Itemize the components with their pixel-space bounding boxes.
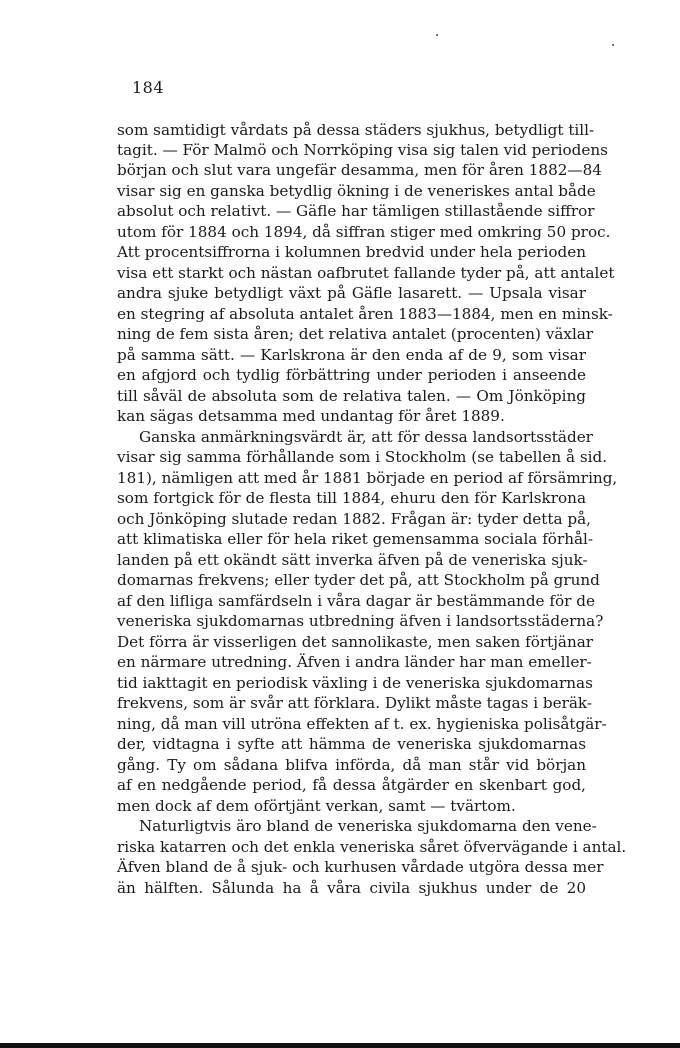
text-line: der, vidtagna i syfte att hämma de veneriska sjukdomarnas xyxy=(117,735,586,753)
text-line: af en nedgående period, få dessa åtgärder en skenbart god, xyxy=(117,776,586,794)
text-line: veneriska sjukdomarnas utbredning äfven i landsortsstäderna? xyxy=(117,612,604,630)
scan-border xyxy=(0,1043,680,1048)
text-line: ning de fem sista åren; det relativa antalet (procenten) växlar xyxy=(117,325,594,343)
text-line: början och slut vara ungefär desamma, men för åren 1882—84 xyxy=(117,161,602,179)
text-line: riska katarren och det enkla veneriska såret öfvervägande i antal. xyxy=(117,838,627,856)
text-line: på samma sätt. — Karlskrona är den enda af de 9, som visar xyxy=(117,346,586,364)
text-line: Att procentsiffrorna i kolumnen bredvid under hela perioden xyxy=(117,243,586,261)
text-line: af den lifliga samfärdseln i våra dagar är bestämmande för de xyxy=(117,592,595,610)
text-line: till såväl de absoluta som de relativa talen. — Om Jönköping xyxy=(117,387,586,405)
text-line: 181), nämligen att med år 1881 började en period af försämring, xyxy=(117,469,618,487)
text-line: som fortgick för de flesta till 1884, ehuru den för Karlskrona xyxy=(117,489,586,507)
text-line: utom för 1884 och 1894, då siffran stiger med omkring 50 proc. xyxy=(117,223,611,241)
text-line: en stegring af absoluta antalet åren 1883—1884, men en minsk- xyxy=(117,305,613,323)
text-line: absolut och relativt. — Gäfle har tämligen stillastående siffror xyxy=(117,202,595,220)
scan-speck xyxy=(612,44,614,46)
text-line: kan sägas detsamma med undantag för året 1889. xyxy=(117,407,505,425)
text-line: frekvens, som är svår att förklara. Dylikt måste tagas i beräk- xyxy=(117,694,593,712)
text-line: domarnas frekvens; eller tyder det på, att Stockholm på grund xyxy=(117,571,600,589)
text-line: Äfven bland de å sjuk- och kurhusen vårdade utgöra dessa mer xyxy=(117,858,604,876)
text-line: ning, då man vill utröna effekten af t. ex. hygieniska polisåtgär- xyxy=(117,715,607,733)
text-line: visa ett starkt och nästan oafbrutet fallande tyder på, att antalet xyxy=(117,264,615,282)
text-line: visar sig samma förhållande som i Stockholm (se tabellen å sid. xyxy=(117,448,608,466)
text-line: gång. Ty om sådana blifva införda, då man står vid början xyxy=(117,756,586,774)
text-line: visar sig en ganska betydlig ökning i de veneriskes antal både xyxy=(117,182,596,200)
text-line: landen på ett okändt sätt inverka äfven på de veneriska sjuk- xyxy=(117,551,588,569)
text-line: andra sjuke betydligt växt på Gäfle lasarett. — Upsala visar xyxy=(117,284,586,302)
text-line: Det förra är visserligen det sannolikaste, men saken förtjänar xyxy=(117,633,594,651)
scan-speck xyxy=(436,34,438,36)
text-line: Ganska anmärkningsvärdt är, att för dessa landsortsstäder xyxy=(139,428,593,446)
text-line: som samtidigt vårdats på dessa städers sjukhus, betydligt till- xyxy=(117,121,595,139)
text-line: än hälften. Sålunda ha å våra civila sjukhus under de 20 xyxy=(117,879,586,897)
text-line: tagit. — För Malmö och Norrköping visa sig talen vid periodens xyxy=(117,141,608,159)
text-line: en närmare utredning. Äfven i andra länder har man emeller- xyxy=(117,653,592,671)
text-line: en afgjord och tydlig förbättring under perioden i anseende xyxy=(117,366,586,384)
page-number: 184 xyxy=(132,78,165,97)
text-line: men dock af dem oförtjänt verkan, samt — tvärtom. xyxy=(117,797,516,815)
text-line: Naturligtvis äro bland de veneriska sjukdomarna den vene- xyxy=(139,817,597,835)
text-line: att klimatiska eller för hela riket gemensamma sociala förhål- xyxy=(117,530,594,548)
text-line: tid iakttagit en periodisk växling i de veneriska sjukdomarnas xyxy=(117,674,593,692)
text-line: och Jönköping slutade redan 1882. Frågan är: tyder detta på, xyxy=(117,510,591,528)
